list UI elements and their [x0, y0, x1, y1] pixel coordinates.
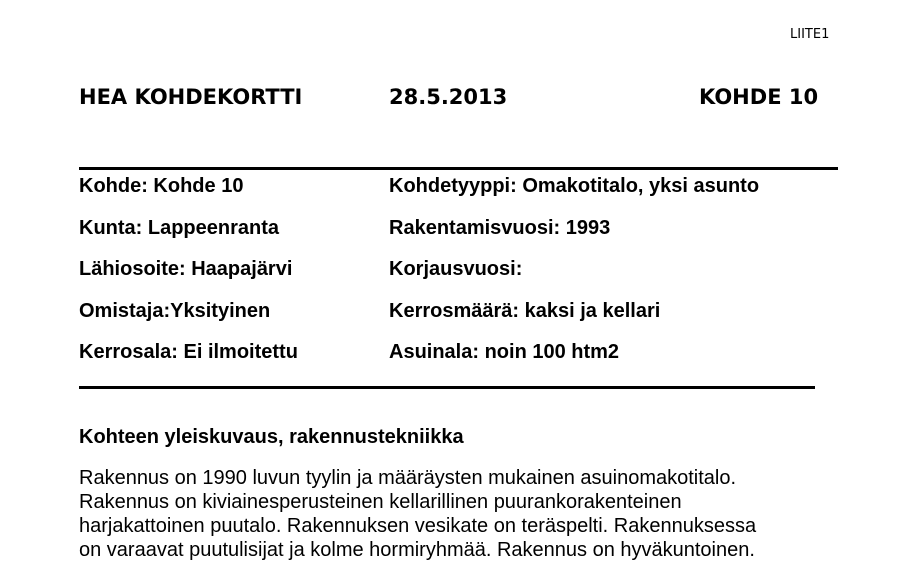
appendix-label: LIITE1 — [790, 27, 830, 42]
card-target: KOHDE 10 — [699, 85, 819, 109]
description-line: Rakennus on kiviainesperusteinen kellarillinen puurankorakenteinen — [79, 491, 682, 513]
description-line: harjakattoinen puutalo. Rakennuksen vesikate on teräspelti. Rakennuksessa — [79, 515, 757, 537]
description-line: on varaavat puutulisijat ja kolme hormiryhmää. Rakennus on hyväkuntoinen. — [79, 539, 755, 561]
description-paragraph — [79, 466, 859, 562]
field-asuinala: Asuinala: noin 100 htm2 — [389, 341, 620, 363]
field-korjausvuosi: Korjausvuosi: — [389, 258, 523, 280]
description-line: Rakennus on 1990 luvun tyylin ja määräysten mukainen asuinomakotitalo. — [79, 467, 737, 489]
top-divider — [79, 167, 838, 170]
card-date: 28.5.2013 — [389, 85, 508, 109]
field-omistaja: Omistaja:Yksityinen — [79, 300, 271, 322]
field-kunta: Kunta: Lappeenranta — [79, 217, 280, 239]
section-title: Kohteen yleiskuvaus, rakennustekniikka — [79, 426, 464, 448]
field-lahiosoite: Lähiosoite: Haapajärvi — [79, 258, 293, 280]
bottom-divider — [79, 386, 815, 389]
field-rakentamisvuosi: Rakentamisvuosi: 1993 — [389, 217, 611, 239]
field-kohde: Kohde: Kohde 10 — [79, 175, 244, 197]
card-title: HEA KOHDEKORTTI — [79, 85, 303, 109]
field-kerrosala: Kerrosala: Ei ilmoitettu — [79, 341, 298, 363]
field-kerrosmaara: Kerrosmäärä: kaksi ja kellari — [389, 300, 661, 322]
field-kohdetyyppi: Kohdetyyppi: Omakotitalo, yksi asunto — [389, 175, 760, 197]
